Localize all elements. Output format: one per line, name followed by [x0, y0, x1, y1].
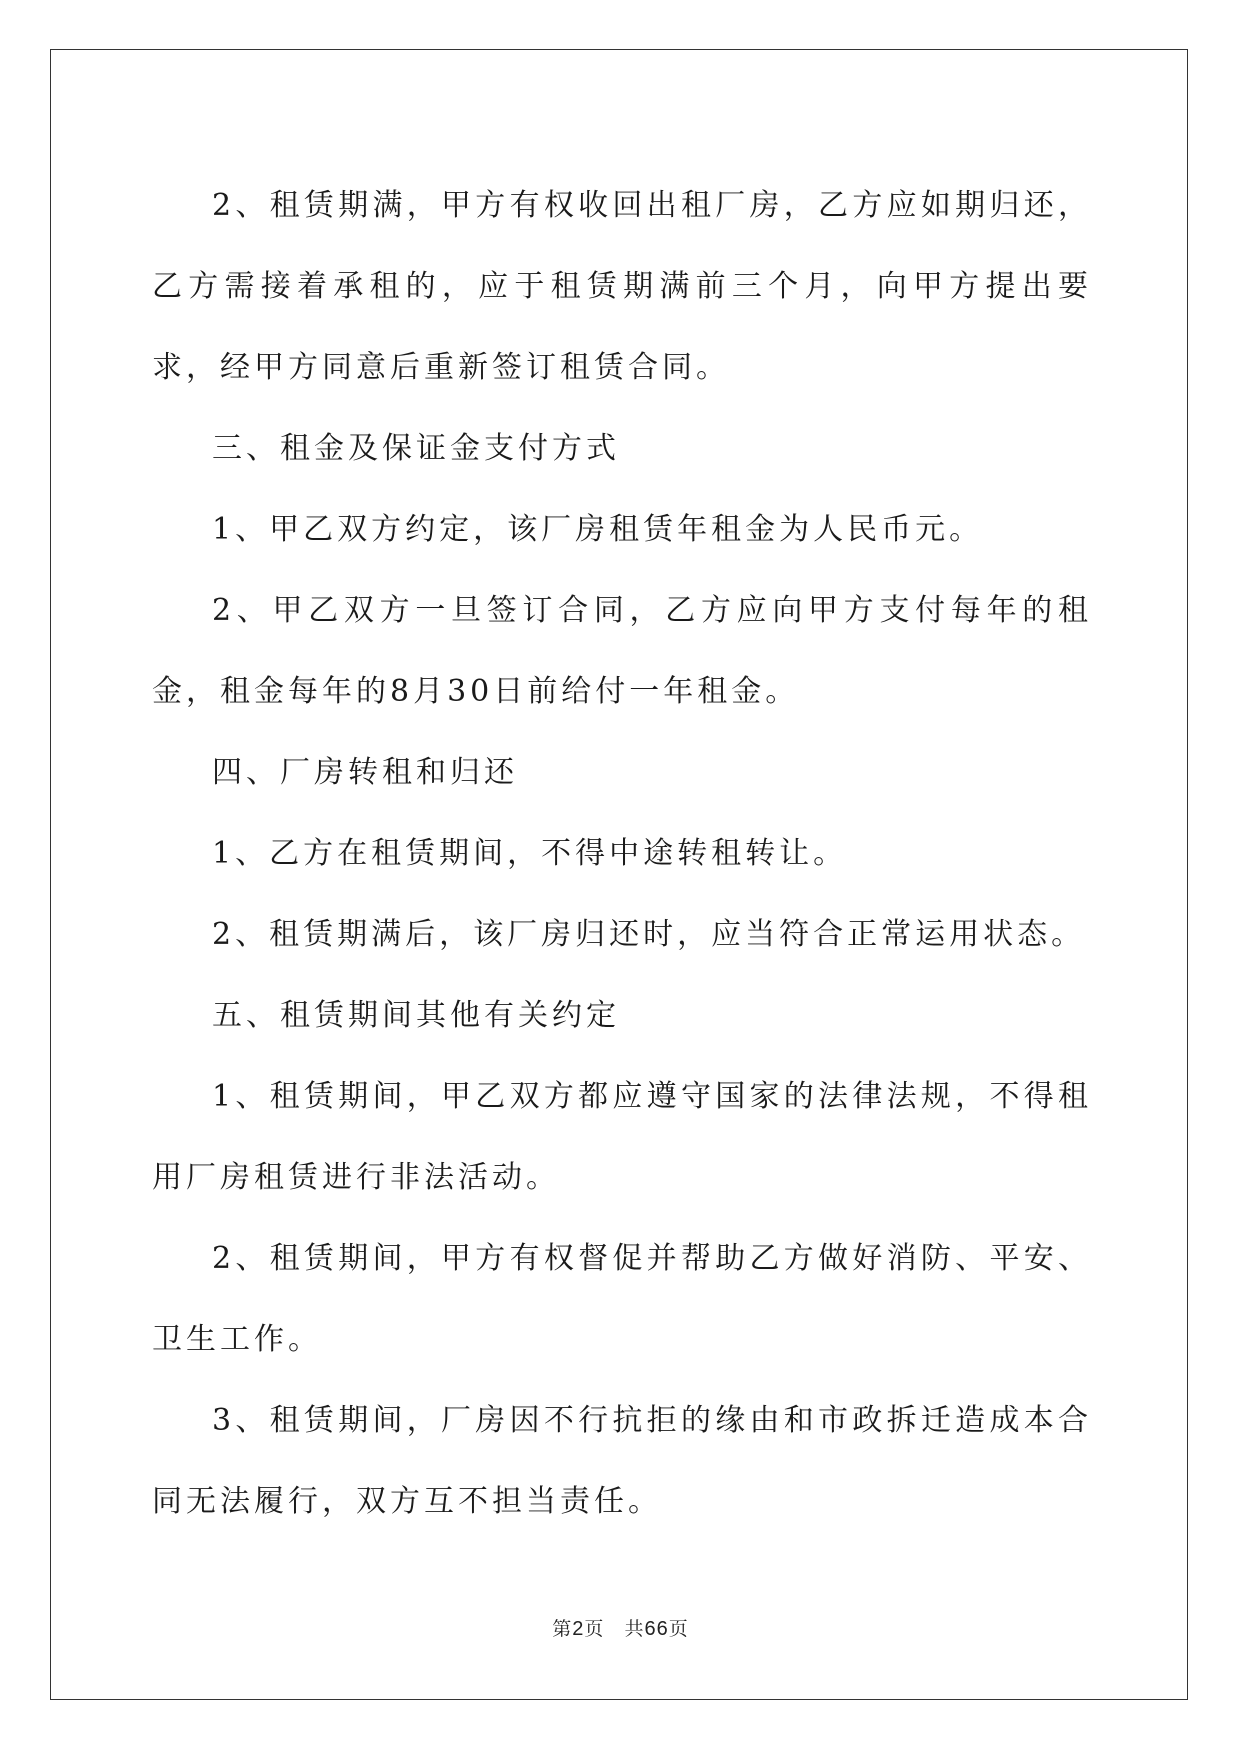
page-number: 2: [572, 1618, 585, 1640]
paragraph-no-sublease: 1、乙方在租赁期间，不得中途转租转让。: [212, 836, 848, 871]
paragraph-legal-compliance: 1、租赁期间，甲乙双方都应遵守国家的法律法规，不得租用厂房租赁进行非法活动。: [152, 1079, 1092, 1195]
total-prefix: 共: [624, 1618, 645, 1640]
section-heading-other-terms: 五、租赁期间其他有关约定: [212, 998, 620, 1033]
paragraph-force-majeure: 3、租赁期间，厂房因不行抗拒的缘由和市政拆迁造成本合同无法履行，双方互不担当责任。: [152, 1403, 1092, 1519]
paragraph-return-condition: 2、租赁期满后，该厂房归还时，应当符合正常运用状态。: [212, 917, 1086, 952]
total-pages: 66: [644, 1618, 669, 1640]
paragraph-lease-expiry: 2、租赁期满，甲方有权收回出租厂房，乙方应如期归还，乙方需接着承租的，应于租赁期满前三个月，向甲方提出要求，经甲方同意后重新签订租赁合同。: [152, 188, 1092, 385]
paragraph-rent-payment-date: 2、甲乙双方一旦签订合同，乙方应向甲方支付每年的租金，租金每年的8月30日前给付一年租金。: [152, 593, 1092, 709]
page-prefix: 第: [552, 1618, 573, 1640]
section-heading-sublease-return: 四、厂房转租和归还: [212, 755, 518, 790]
paragraph-safety-supervision: 2、租赁期间，甲方有权督促并帮助乙方做好消防、平安、卫生工作。: [152, 1241, 1092, 1357]
total-suffix: 页: [668, 1618, 689, 1640]
page-footer: [0, 1614, 1241, 1641]
section-heading-rent-payment: 三、租金及保证金支付方式: [212, 431, 620, 466]
document-body: [152, 165, 1092, 1542]
paragraph-annual-rent: 1、甲乙双方约定，该厂房租赁年租金为人民币元。: [212, 512, 984, 547]
page-suffix: 页: [584, 1618, 605, 1640]
